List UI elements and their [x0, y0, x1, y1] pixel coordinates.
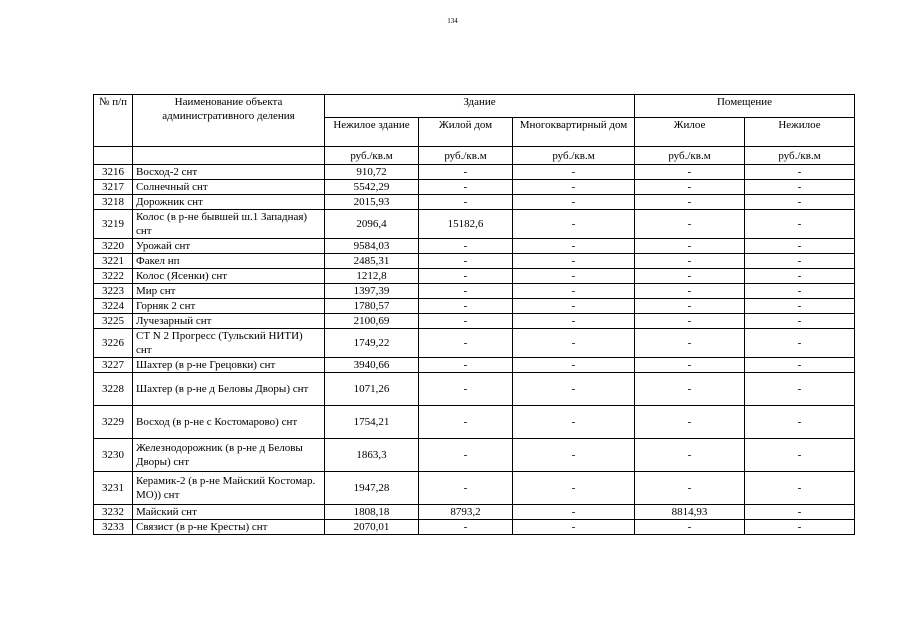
- nonresidential-building-value: 1780,57: [325, 299, 419, 314]
- table-row: [94, 299, 855, 314]
- apartment-building-value: -: [513, 239, 635, 254]
- header-name: Наименование объекта административного деления: [133, 95, 325, 147]
- apartment-building-value: -: [513, 358, 635, 373]
- apartment-building-value: -: [513, 284, 635, 299]
- page-number: 134: [447, 17, 458, 25]
- unit-label: руб./кв.м: [635, 147, 745, 165]
- nonresidential-building-value: 9584,03: [325, 239, 419, 254]
- table-row: [94, 406, 855, 439]
- nonresidential-building-value: 1749,22: [325, 329, 419, 358]
- row-number: 3230: [94, 439, 133, 472]
- object-name: Урожай снт: [133, 239, 325, 254]
- table-row: [94, 358, 855, 373]
- nonresidential-building-value: 2015,93: [325, 195, 419, 210]
- table-row: [94, 254, 855, 269]
- apartment-building-value: -: [513, 180, 635, 195]
- table-row: [94, 195, 855, 210]
- apartment-building-value: -: [513, 299, 635, 314]
- row-number: 3228: [94, 373, 133, 406]
- residential-house-value: -: [419, 472, 513, 505]
- object-name: Связист (в р-не Кресты) снт: [133, 520, 325, 535]
- residential-premises-value: -: [635, 180, 745, 195]
- residential-house-value: -: [419, 439, 513, 472]
- row-number: 3217: [94, 180, 133, 195]
- object-name: СТ N 2 Прогресс (Тульский НИТИ) снт: [133, 329, 325, 358]
- row-number: 3227: [94, 358, 133, 373]
- header-premises: Помещение: [635, 95, 855, 118]
- nonresidential-premises-value: -: [745, 472, 855, 505]
- apartment-building-value: -: [513, 472, 635, 505]
- table-row: [94, 439, 855, 472]
- object-name: Факел нп: [133, 254, 325, 269]
- residential-premises-value: -: [635, 439, 745, 472]
- header-num: № п/п: [94, 95, 133, 147]
- object-name: Лучезарный снт: [133, 314, 325, 329]
- nonresidential-building-value: 2096,4: [325, 210, 419, 239]
- residential-house-value: -: [419, 284, 513, 299]
- object-name: Мир снт: [133, 284, 325, 299]
- residential-house-value: -: [419, 373, 513, 406]
- object-name: Колос (Ясенки) снт: [133, 269, 325, 284]
- residential-premises-value: -: [635, 472, 745, 505]
- row-number: 3223: [94, 284, 133, 299]
- table-row: [94, 165, 855, 180]
- object-name: Солнечный снт: [133, 180, 325, 195]
- nonresidential-building-value: 2100,69: [325, 314, 419, 329]
- nonresidential-building-value: 1947,28: [325, 472, 419, 505]
- object-name: Дорожник снт: [133, 195, 325, 210]
- object-name: Железнодорожник (в р-не д Беловы Дворы) снт: [133, 439, 325, 472]
- header-residential-house: Жилой дом: [419, 118, 513, 147]
- row-number: 3233: [94, 520, 133, 535]
- residential-premises-value: -: [635, 269, 745, 284]
- residential-house-value: -: [419, 254, 513, 269]
- table-row: [94, 269, 855, 284]
- apartment-building-value: -: [513, 373, 635, 406]
- residential-house-value: -: [419, 165, 513, 180]
- object-name: Шахтер (в р-не Грецовки) снт: [133, 358, 325, 373]
- apartment-building-value: -: [513, 406, 635, 439]
- header-nonresidential-building: Нежилое здание: [325, 118, 419, 147]
- residential-premises-value: -: [635, 165, 745, 180]
- header-building: Здание: [325, 95, 635, 118]
- residential-house-value: -: [419, 520, 513, 535]
- nonresidential-premises-value: -: [745, 505, 855, 520]
- residential-house-value: 8793,2: [419, 505, 513, 520]
- row-number: 3229: [94, 406, 133, 439]
- nonresidential-building-value: 5542,29: [325, 180, 419, 195]
- nonresidential-premises-value: -: [745, 406, 855, 439]
- apartment-building-value: -: [513, 505, 635, 520]
- nonresidential-building-value: 910,72: [325, 165, 419, 180]
- nonresidential-premises-value: -: [745, 373, 855, 406]
- object-name: Майский снт: [133, 505, 325, 520]
- object-name: Горняк 2 снт: [133, 299, 325, 314]
- nonresidential-premises-value: -: [745, 254, 855, 269]
- residential-premises-value: -: [635, 210, 745, 239]
- nonresidential-building-value: 1863,3: [325, 439, 419, 472]
- residential-house-value: -: [419, 358, 513, 373]
- object-name: Восход (в р-не с Костомарово) снт: [133, 406, 325, 439]
- nonresidential-building-value: 2070,01: [325, 520, 419, 535]
- object-name: Шахтер (в р-не д Беловы Дворы) снт: [133, 373, 325, 406]
- residential-house-value: -: [419, 299, 513, 314]
- nonresidential-premises-value: -: [745, 520, 855, 535]
- row-number: 3218: [94, 195, 133, 210]
- apartment-building-value: -: [513, 210, 635, 239]
- table-row: [94, 520, 855, 535]
- table-row: [94, 239, 855, 254]
- apartment-building-value: -: [513, 329, 635, 358]
- table-body: [94, 165, 855, 535]
- row-number: 3224: [94, 299, 133, 314]
- table-row: [94, 373, 855, 406]
- residential-premises-value: 8814,93: [635, 505, 745, 520]
- residential-premises-value: -: [635, 195, 745, 210]
- residential-premises-value: -: [635, 239, 745, 254]
- nonresidential-building-value: 1754,21: [325, 406, 419, 439]
- apartment-building-value: -: [513, 520, 635, 535]
- residential-premises-value: -: [635, 314, 745, 329]
- row-number: 3232: [94, 505, 133, 520]
- table-row: [94, 284, 855, 299]
- residential-premises-value: -: [635, 329, 745, 358]
- nonresidential-building-value: 3940,66: [325, 358, 419, 373]
- table-row: [94, 329, 855, 358]
- nonresidential-premises-value: -: [745, 210, 855, 239]
- residential-house-value: -: [419, 314, 513, 329]
- residential-house-value: -: [419, 180, 513, 195]
- residential-house-value: -: [419, 239, 513, 254]
- nonresidential-premises-value: -: [745, 284, 855, 299]
- unit-label: руб./кв.м: [419, 147, 513, 165]
- header-residential-premises: Жилое: [635, 118, 745, 147]
- row-number: 3216: [94, 165, 133, 180]
- apartment-building-value: -: [513, 165, 635, 180]
- nonresidential-premises-value: -: [745, 165, 855, 180]
- row-number: 3220: [94, 239, 133, 254]
- residential-house-value: -: [419, 195, 513, 210]
- residential-premises-value: -: [635, 284, 745, 299]
- header-blank: [133, 147, 325, 165]
- nonresidential-premises-value: -: [745, 358, 855, 373]
- apartment-building-value: -: [513, 269, 635, 284]
- table-row: [94, 180, 855, 195]
- unit-label: руб./кв.м: [325, 147, 419, 165]
- row-number: 3231: [94, 472, 133, 505]
- residential-premises-value: -: [635, 406, 745, 439]
- nonresidential-premises-value: -: [745, 180, 855, 195]
- apartment-building-value: -: [513, 195, 635, 210]
- apartment-building-value: -: [513, 439, 635, 472]
- nonresidential-premises-value: -: [745, 195, 855, 210]
- residential-premises-value: -: [635, 254, 745, 269]
- residential-house-value: -: [419, 406, 513, 439]
- row-number: 3221: [94, 254, 133, 269]
- table-row: [94, 505, 855, 520]
- object-name: Восход-2 снт: [133, 165, 325, 180]
- nonresidential-building-value: 1808,18: [325, 505, 419, 520]
- row-number: 3226: [94, 329, 133, 358]
- object-name: Керамик-2 (в р-не Майский Костомар. МО)) снт: [133, 472, 325, 505]
- residential-house-value: -: [419, 269, 513, 284]
- header-apartment-building: Многоквартирный дом: [513, 118, 635, 147]
- nonresidential-building-value: 1071,26: [325, 373, 419, 406]
- residential-premises-value: -: [635, 520, 745, 535]
- residential-premises-value: -: [635, 358, 745, 373]
- object-name: Колос (в р-не бывшей ш.1 Западная) снт: [133, 210, 325, 239]
- apartment-building-value: -: [513, 314, 635, 329]
- nonresidential-premises-value: -: [745, 329, 855, 358]
- residential-premises-value: -: [635, 299, 745, 314]
- table-row: [94, 314, 855, 329]
- apartment-building-value: -: [513, 254, 635, 269]
- residential-house-value: -: [419, 329, 513, 358]
- nonresidential-building-value: 2485,31: [325, 254, 419, 269]
- nonresidential-building-value: 1397,39: [325, 284, 419, 299]
- nonresidential-premises-value: -: [745, 314, 855, 329]
- nonresidential-premises-value: -: [745, 439, 855, 472]
- header-nonresidential-premises: Нежилое: [745, 118, 855, 147]
- tariff-table: [93, 94, 855, 535]
- table-row: [94, 472, 855, 505]
- residential-house-value: 15182,6: [419, 210, 513, 239]
- nonresidential-building-value: 1212,8: [325, 269, 419, 284]
- row-number: 3219: [94, 210, 133, 239]
- unit-label: руб./кв.м: [513, 147, 635, 165]
- row-number: 3222: [94, 269, 133, 284]
- table-row: [94, 210, 855, 239]
- nonresidential-premises-value: -: [745, 299, 855, 314]
- row-number: 3225: [94, 314, 133, 329]
- nonresidential-premises-value: -: [745, 269, 855, 284]
- residential-premises-value: -: [635, 373, 745, 406]
- nonresidential-premises-value: -: [745, 239, 855, 254]
- header-blank: [94, 147, 133, 165]
- unit-label: руб./кв.м: [745, 147, 855, 165]
